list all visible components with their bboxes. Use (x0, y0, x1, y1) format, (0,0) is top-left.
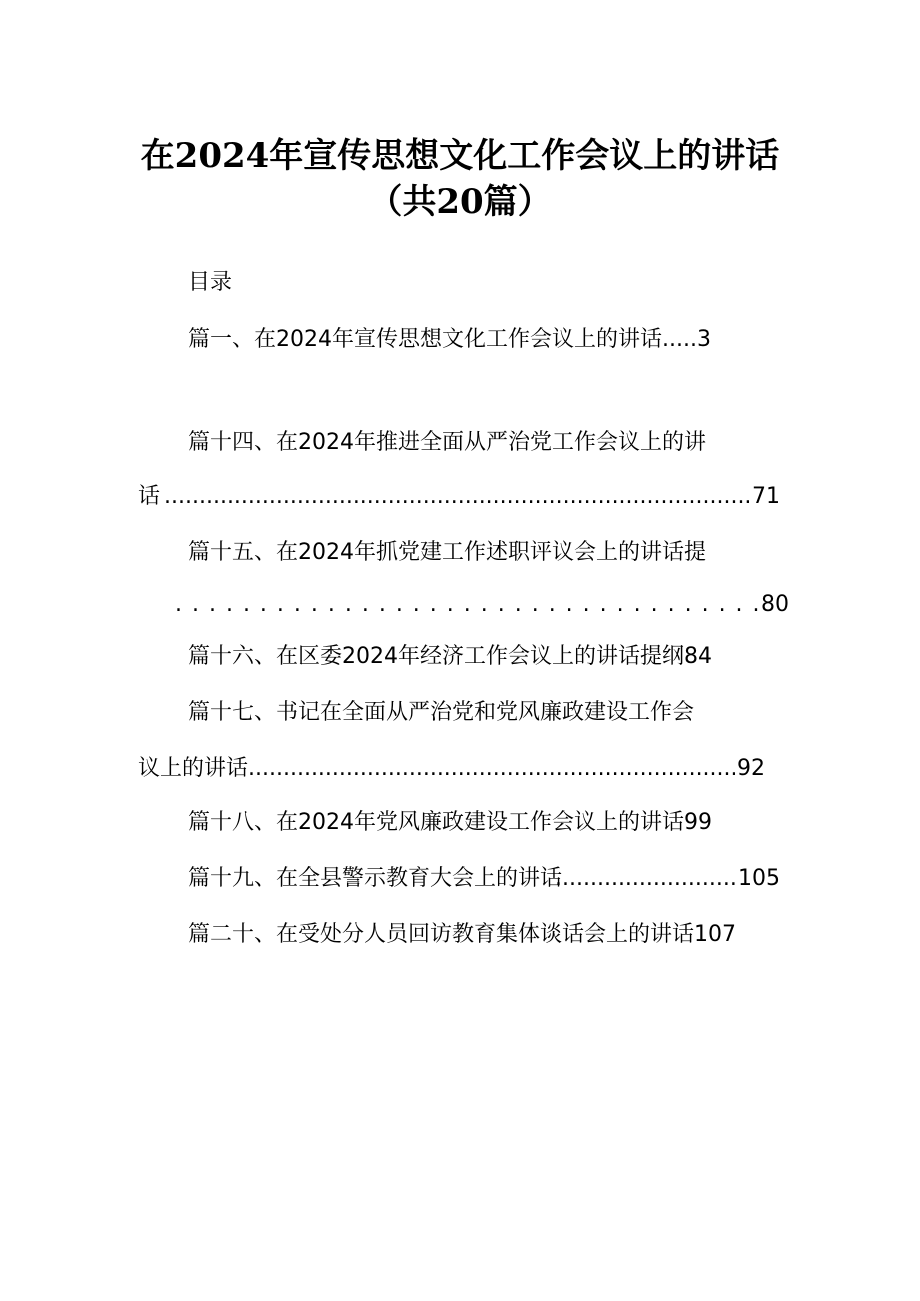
toc-entry-15-leader-dots (175, 590, 759, 620)
toc-entry-17-line-1[interactable]: 篇十七、书记在全面从严治党和党风廉政建设工作会 (188, 700, 695, 725)
toc-entry-19-page-number[interactable]: 105 (738, 866, 780, 891)
toc-entry-19-leader-dots (555, 864, 737, 894)
toc-entry-14-leader-dots (164, 482, 752, 512)
toc-entry-14-line-1[interactable]: 篇十四、在2024年推进全面从严治党工作会议上的讲 (188, 430, 706, 455)
toc-entry-14-page-number[interactable]: 71 (752, 484, 780, 509)
toc-entry-14-line-2[interactable]: 话 (138, 484, 161, 509)
toc-entry-17-line-2[interactable]: 议上的讲话 (138, 756, 249, 781)
toc-heading: 目录 (188, 270, 233, 295)
toc-entry-1[interactable]: 篇一、在2024年宣传思想文化工作会议上的讲话.....3 (188, 327, 711, 352)
toc-entry-17-page-number[interactable]: 92 (737, 756, 765, 781)
document-title-line-2: （共20篇） (368, 182, 552, 222)
toc-entry-18[interactable]: 篇十八、在2024年党风廉政建设工作会议上的讲话99 (188, 810, 712, 835)
toc-entry-15-line-1[interactable]: 篇十五、在2024年抓党建工作述职评议会上的讲话提 (188, 540, 706, 565)
toc-entry-17-leader-dots (248, 754, 735, 784)
toc-entry-15-page-number[interactable]: 80 (761, 592, 789, 617)
toc-entry-20[interactable]: 篇二十、在受处分人员回访教育集体谈话会上的讲话107 (188, 922, 736, 947)
toc-entry-16[interactable]: 篇十六、在区委2024年经济工作会议上的讲话提纲84 (188, 644, 712, 669)
document-title-line-1: 在2024年宣传思想文化工作会议上的讲话 (140, 136, 780, 176)
toc-entry-19-line-1[interactable]: 篇十九、在全县警示教育大会上的讲话 (188, 866, 563, 891)
